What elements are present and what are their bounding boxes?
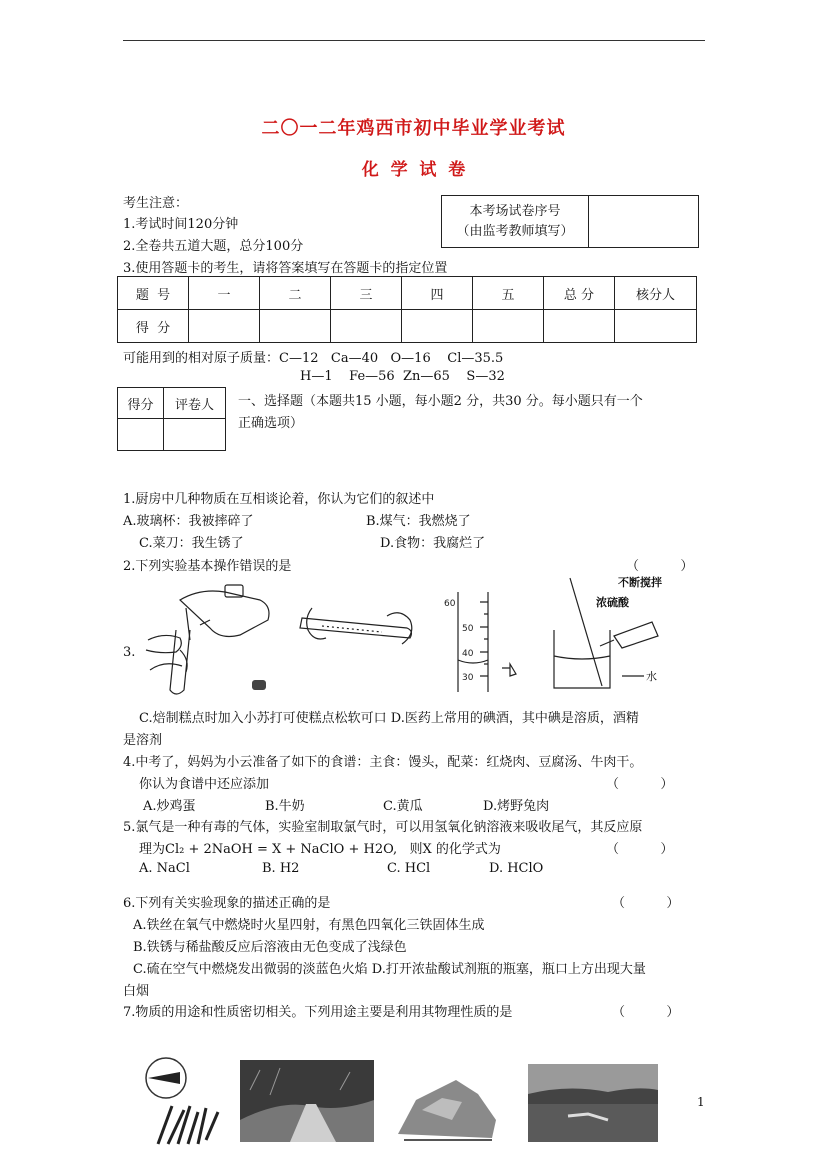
q4-option-a: A.炒鸡蛋 — [143, 799, 196, 814]
acid-label: 浓硫酸 — [596, 596, 629, 609]
notice-item-2: 2.全卷共五道大题，总分100分 — [123, 239, 304, 254]
q3-options-cd: C.焙制糕点时加入小苏打可使糕点松软可口 D.医药上常用的碘酒，其中碘是溶质，酒精 — [139, 711, 639, 726]
score-table — [117, 276, 697, 343]
seat-number-line2: （由监考教师填写） — [456, 223, 574, 239]
q5-option-c: C. HCl — [387, 861, 431, 876]
grader-score-label: 得分 — [118, 388, 164, 419]
score-header: 题 号 — [118, 277, 189, 310]
tick-label: 50 — [462, 624, 474, 634]
q4-option-b: B.牛奶 — [265, 799, 305, 814]
q6-option-b: B.铁锈与稀盐酸反应后溶液由无色变成了浅绿色 — [133, 940, 407, 955]
score-cell[interactable] — [260, 310, 331, 343]
score-header: 核分人 — [615, 277, 697, 310]
notice-item-1: 1.考试时间120分钟 — [123, 217, 239, 232]
seat-number-label — [442, 196, 589, 248]
test-tube-figure — [292, 598, 422, 668]
q4-stem-cont: 你认为食谱中还应添加 — [139, 777, 270, 792]
q6-option-cd-cont: 白烟 — [123, 984, 150, 999]
rock-pile-photo — [392, 1070, 502, 1144]
q5-option-b: B. H2 — [262, 861, 300, 876]
grader-box — [117, 387, 226, 451]
seat-number-cell[interactable] — [589, 196, 699, 248]
atomic-mass-line2: H—1 Fe—56 Zn—65 S—32 — [300, 369, 505, 384]
score-header: 三 — [331, 277, 402, 310]
score-cell[interactable] — [402, 310, 473, 343]
score-header: 二 — [260, 277, 331, 310]
score-header: 四 — [402, 277, 473, 310]
atomic-mass-line1: 可能用到的相对原子质量：C—12 Ca—40 O—16 Cl—35.5 — [123, 351, 504, 366]
header-rule — [123, 40, 705, 41]
section1-heading-cont: 正确选项） — [238, 416, 304, 431]
score-cell[interactable] — [331, 310, 402, 343]
q5-stem: 5.氯气是一种有毒的气体，实验室制取氯气时，可以用氢氧化钠溶液来吸收尾气，其反应原 — [123, 820, 643, 835]
stopper-icon — [252, 680, 266, 690]
dilution-figure — [540, 576, 670, 696]
score-header: 五 — [473, 277, 544, 310]
landscape-photo — [528, 1064, 658, 1142]
q5-stem-cont: 理为Cl₂ + 2NaOH = X + NaClO + H2O, 则X 的化学式为 — [139, 842, 501, 857]
notice-heading: 考生注意： — [123, 196, 189, 211]
pouring-liquid-figure — [140, 580, 280, 700]
tick-label: 60 — [444, 599, 456, 609]
page-number: 1 — [697, 1095, 705, 1109]
q4-stem: 4.中考了，妈妈为小云准备了如下的食谱：主食：馒头，配菜：红烧肉、豆腐汤、牛肉干。 — [123, 755, 643, 770]
q1-option-a: A.玻璃杯：我被摔碎了 — [123, 514, 254, 529]
q7-answer-paren: （ ） — [612, 1005, 680, 1020]
exam-subtitle: 化 学 试 卷 — [361, 160, 466, 180]
score-cell[interactable] — [615, 310, 697, 343]
q1-option-d: D.食物：我腐烂了 — [380, 536, 486, 551]
q6-option-cd: C.硫在空气中燃烧发出微弱的淡蓝色火焰 D.打开浓盐酸试剂瓶的瓶塞，瓶口上方出现大量 — [133, 962, 646, 977]
score-cell[interactable] — [544, 310, 615, 343]
q1-stem: 1.厨房中几种物质在互相谈论着，你认为它们的叙述中 — [123, 492, 435, 507]
score-cell[interactable] — [473, 310, 544, 343]
notice-item-3: 3.使用答题卡的考生，请将答案填写在答题卡的指定位置 — [123, 261, 448, 276]
water-label: 水 — [646, 670, 657, 683]
score-cell[interactable] — [189, 310, 260, 343]
q3-options-cd-cont: 是溶剂 — [123, 733, 163, 748]
q5-option-d: D. HClO — [489, 861, 544, 876]
score-header: 一 — [189, 277, 260, 310]
exam-title: 二〇一二年鸡西市初中毕业学业考试 — [261, 118, 566, 139]
q1-option-b: B.煤气：我燃烧了 — [366, 514, 471, 529]
q5-answer-paren: （ ） — [606, 842, 674, 857]
q4-option-c: C.黄瓜 — [383, 799, 423, 814]
q1-option-c: C.菜刀：我生锈了 — [139, 536, 244, 551]
tick-label: 30 — [462, 673, 474, 683]
night-road-photo — [240, 1060, 374, 1142]
seat-number-box — [441, 195, 699, 248]
q2-stem: 2.下列实验基本操作错误的是 — [123, 559, 292, 574]
q3-label: 3. — [123, 645, 136, 660]
tick-label: 40 — [462, 649, 474, 659]
q6-answer-paren: （ ） — [612, 896, 680, 911]
stir-label: 不断搅拌 — [618, 576, 662, 589]
q5-option-a: A. NaCl — [139, 861, 190, 876]
grader-name-label: 评卷人 — [164, 388, 226, 419]
q6-stem: 6.下列有关实验现象的描述正确的是 — [123, 896, 331, 911]
pencils-photo — [140, 1056, 230, 1146]
q6-option-a: A.铁丝在氧气中燃烧时火星四射，有黑色四氧化三铁固体生成 — [133, 918, 485, 933]
graduated-cylinder-figure — [440, 584, 530, 696]
q7-stem: 7.物质的用途和性质密切相关。下列用途主要是利用其物理性质的是 — [123, 1005, 513, 1020]
grader-score-cell[interactable] — [118, 419, 164, 451]
seat-number-line1: 本考场试卷序号 — [469, 203, 561, 219]
score-row-label: 得 分 — [118, 310, 189, 343]
q4-option-d: D.烤野兔肉 — [483, 799, 550, 814]
score-header: 总 分 — [544, 277, 615, 310]
q2-answer-paren: （ ） — [626, 559, 694, 574]
q4-answer-paren: （ ） — [606, 777, 674, 792]
grader-name-cell[interactable] — [164, 419, 226, 451]
section1-heading: 一、选择题（本题共15 小题，每小题2 分，共30 分。每小题只有一个 — [238, 394, 643, 409]
